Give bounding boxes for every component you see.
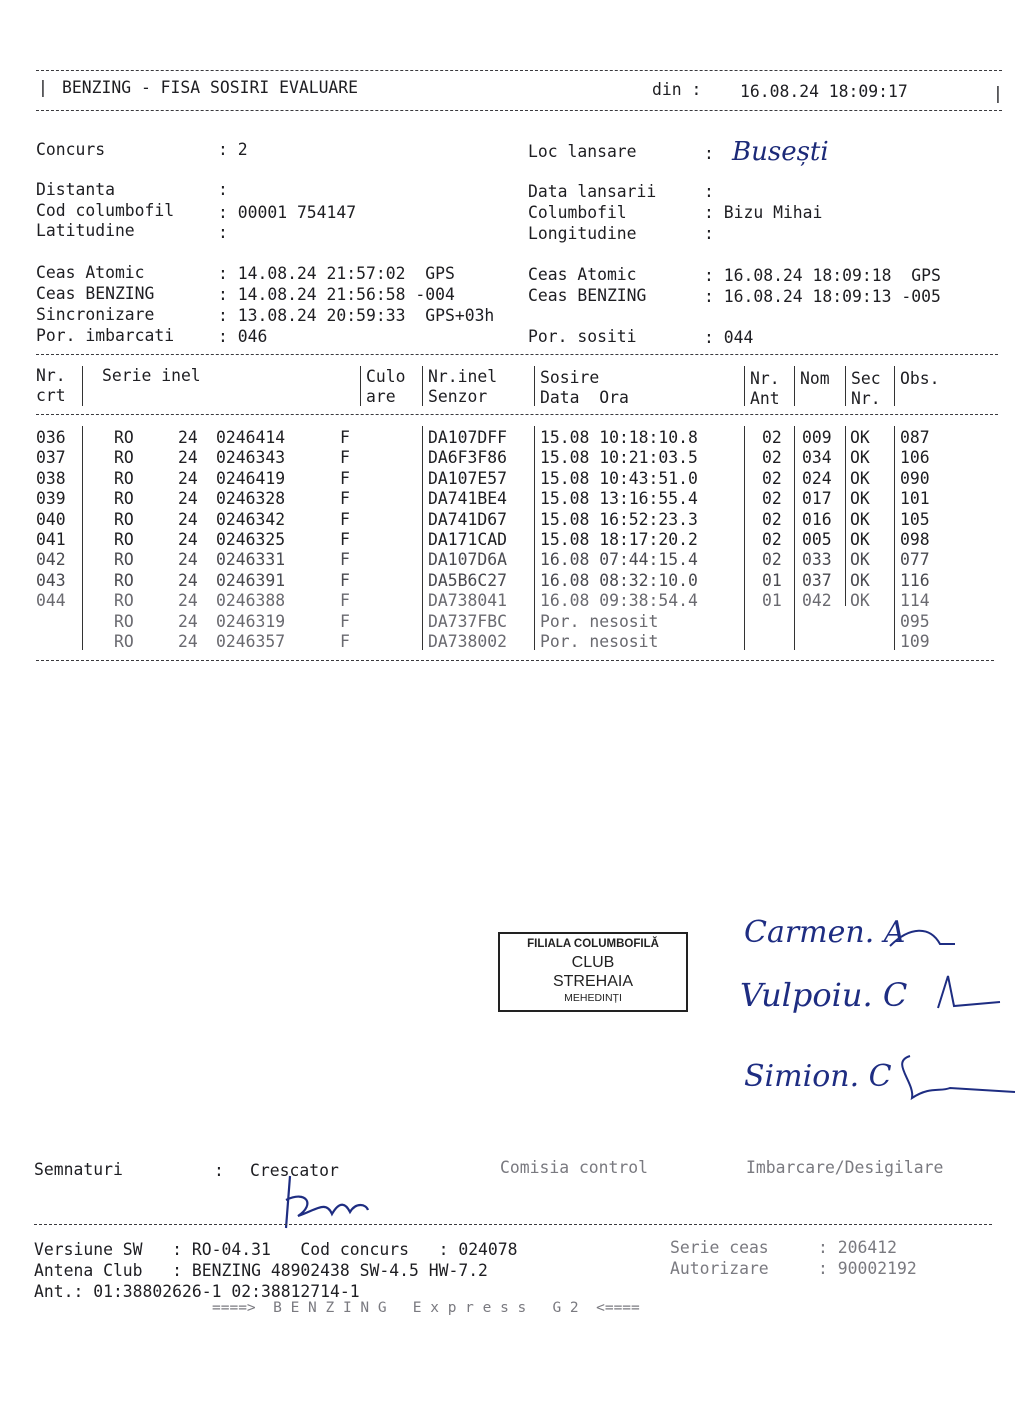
club-stamp bbox=[498, 932, 688, 1012]
table-top-dash-line bbox=[36, 354, 998, 355]
cell-year: 24 bbox=[178, 530, 198, 549]
cell-sensor: DA738002 bbox=[428, 632, 507, 651]
latitudine-value: : bbox=[218, 223, 228, 242]
cell-ring: 0246328 bbox=[216, 489, 286, 509]
cod-columbofil-label: Cod columbofil bbox=[36, 201, 175, 220]
cell-sec: OK bbox=[850, 591, 870, 611]
cell-country: RO bbox=[114, 570, 134, 590]
ceas-benzing-end-label: Ceas BENZING bbox=[528, 286, 647, 305]
header-sec-2: Nr. bbox=[851, 389, 881, 408]
cell-obs: 098 bbox=[900, 530, 930, 549]
header-culoare-2: are bbox=[366, 387, 396, 406]
cell-year: 24 bbox=[178, 632, 198, 651]
body-separator bbox=[422, 426, 423, 650]
header-senzor-1: Nr.inel bbox=[428, 367, 498, 386]
signature-simion-text: Simion. C bbox=[744, 1059, 892, 1094]
cell-sex: F bbox=[340, 530, 350, 549]
cell-year: 24 bbox=[178, 468, 198, 488]
header-crt: crt bbox=[36, 386, 66, 405]
cell-obs: 090 bbox=[900, 468, 930, 488]
handwritten-location-text: Busești bbox=[732, 137, 829, 167]
cell-sex: F bbox=[340, 489, 350, 509]
cell-country: RO bbox=[114, 448, 134, 468]
table-row bbox=[0, 489, 1024, 509]
cell-obs: 114 bbox=[900, 591, 930, 611]
por-imbarcati-value: : 046 bbox=[218, 327, 268, 346]
cell-sensor: DA5B6C27 bbox=[428, 570, 507, 590]
cell-nom: 016 bbox=[802, 509, 832, 529]
ceas-benzing-start-value: : 14.08.24 21:56:58 -004 bbox=[218, 285, 455, 304]
por-sositi-value: : 044 bbox=[704, 328, 754, 347]
cell-obs: 116 bbox=[900, 570, 930, 590]
ceas-atomic-start-label: Ceas Atomic bbox=[36, 263, 145, 282]
cell-ant: 02 bbox=[762, 448, 782, 468]
por-imbarcati-label: Por. imbarcati bbox=[36, 326, 175, 345]
cell-ant: 01 bbox=[762, 591, 782, 611]
table-row bbox=[0, 469, 1024, 489]
cell-arrival: 15.08 10:18:10.8 bbox=[540, 428, 698, 447]
cell-ring: 0246343 bbox=[216, 448, 286, 468]
crescator-label: Crescator bbox=[250, 1161, 339, 1180]
footer-dash-line bbox=[34, 1224, 992, 1225]
latitudine-label: Latitudine bbox=[36, 221, 135, 240]
cell-ant: 02 bbox=[762, 550, 782, 570]
cell-nom: 042 bbox=[802, 591, 832, 611]
cell-sex: F bbox=[340, 550, 350, 570]
table-row bbox=[0, 428, 1024, 448]
cell-sex: F bbox=[340, 428, 350, 447]
header-separator bbox=[894, 366, 895, 406]
cell-year: 24 bbox=[178, 489, 198, 509]
cell-sex: F bbox=[340, 632, 350, 651]
cell-year: 24 bbox=[178, 591, 198, 611]
cell-nr: 041 bbox=[36, 530, 66, 549]
cell-sec: OK bbox=[850, 509, 870, 529]
cell-sec: OK bbox=[850, 550, 870, 570]
cell-sensor: DA738041 bbox=[428, 591, 507, 611]
header-culoare-1: Culo bbox=[366, 367, 406, 386]
cell-nom: 024 bbox=[802, 468, 832, 488]
cell-nr: 043 bbox=[36, 570, 66, 590]
cell-year: 24 bbox=[178, 448, 198, 468]
cell-nr: 040 bbox=[36, 509, 66, 529]
cell-sec: OK bbox=[850, 468, 870, 488]
cell-nr: 042 bbox=[36, 550, 66, 570]
signature-vulpoiu-text: Vulpoiu. C bbox=[740, 976, 908, 1014]
footer-autorizare: Autorizare : 90002192 bbox=[670, 1259, 917, 1278]
cell-sensor: DA171CAD bbox=[428, 530, 507, 549]
header-separator bbox=[794, 366, 795, 406]
signature-vulpoiu bbox=[738, 968, 1008, 1024]
header-sec-1: Sec bbox=[851, 369, 881, 388]
header-nr: Nr. bbox=[36, 366, 66, 385]
signature-carmen-text: Carmen. A bbox=[744, 915, 906, 950]
cell-nr: 037 bbox=[36, 448, 66, 468]
cell-country: RO bbox=[114, 632, 134, 651]
cell-year: 24 bbox=[178, 509, 198, 529]
stamp-line-3: STREHAIA bbox=[552, 972, 633, 990]
cell-arrival: 16.08 09:38:54.4 bbox=[540, 591, 698, 611]
cell-ring: 0246391 bbox=[216, 570, 286, 590]
cell-arrival: 15.08 18:17:20.2 bbox=[540, 530, 698, 549]
cell-arrival: 16.08 07:44:15.4 bbox=[540, 550, 698, 570]
cell-nom: 017 bbox=[802, 489, 832, 509]
cell-sensor: DA741D67 bbox=[428, 509, 507, 529]
cell-nr: 036 bbox=[36, 428, 66, 447]
cell-sec: OK bbox=[850, 448, 870, 468]
footer-antena-line: Antena Club : BENZING 48902438 SW-4.5 HW-7.2 bbox=[34, 1261, 488, 1280]
cell-ant: 02 bbox=[762, 530, 782, 549]
cell-country: RO bbox=[114, 489, 134, 509]
columbofil-value: : Bizu Mihai bbox=[704, 203, 823, 222]
cell-obs: 106 bbox=[900, 448, 930, 468]
header-senzor-2: Senzor bbox=[428, 387, 488, 406]
table-row bbox=[0, 571, 1024, 591]
cell-arrival: 15.08 16:52:23.3 bbox=[540, 509, 698, 529]
cell-arrival: Por. nesosit bbox=[540, 611, 659, 631]
table-row bbox=[0, 591, 1024, 611]
cell-arrival: 15.08 10:21:03.5 bbox=[540, 448, 698, 468]
cell-nr: 044 bbox=[36, 591, 66, 611]
body-separator bbox=[744, 426, 745, 650]
table-bottom-dash-line bbox=[36, 660, 994, 661]
cell-year: 24 bbox=[178, 611, 198, 631]
cell-sec: OK bbox=[850, 530, 870, 549]
cell-nom: 009 bbox=[802, 428, 832, 447]
header-sosire-2: Data Ora bbox=[540, 388, 629, 407]
cell-obs: 095 bbox=[900, 611, 930, 631]
cell-country: RO bbox=[114, 591, 134, 611]
ceas-atomic-end-value: : 16.08.24 18:09:18 GPS bbox=[704, 266, 941, 285]
longitudine-label: Longitudine bbox=[528, 224, 637, 243]
cell-year: 24 bbox=[178, 550, 198, 570]
cell-sex: F bbox=[340, 570, 350, 590]
handwritten-location bbox=[730, 130, 860, 170]
data-lansarii-value: : bbox=[704, 182, 714, 201]
table-row bbox=[0, 550, 1024, 570]
cell-obs: 105 bbox=[900, 509, 930, 529]
stamp-line-2: CLUB bbox=[571, 953, 615, 971]
header-separator bbox=[422, 366, 423, 406]
cell-ring: 0246331 bbox=[216, 550, 286, 570]
header-separator bbox=[534, 366, 535, 406]
signature-crescator bbox=[276, 1170, 376, 1236]
table-row bbox=[0, 632, 1024, 652]
header-date-value: 16.08.24 18:09:17 bbox=[740, 82, 908, 101]
footer-serie-ceas: Serie ceas : 206412 bbox=[670, 1238, 897, 1257]
ceas-atomic-start-value: : 14.08.24 21:57:02 GPS bbox=[218, 264, 455, 283]
body-separator bbox=[534, 426, 535, 650]
cell-ring: 0246342 bbox=[216, 509, 286, 529]
cell-ant: 02 bbox=[762, 468, 782, 488]
cell-country: RO bbox=[114, 509, 134, 529]
cell-ring: 0246319 bbox=[216, 611, 286, 631]
cell-obs: 077 bbox=[900, 550, 930, 570]
sincronizare-label: Sincronizare bbox=[36, 305, 155, 324]
concurs-label: Concurs bbox=[36, 140, 106, 159]
body-separator bbox=[82, 426, 83, 650]
header-separator bbox=[360, 366, 361, 406]
header-bottom-dash-line bbox=[36, 110, 1002, 111]
table-row bbox=[0, 448, 1024, 468]
cell-year: 24 bbox=[178, 428, 198, 447]
cell-country: RO bbox=[114, 468, 134, 488]
longitudine-value: : bbox=[704, 224, 714, 243]
ceas-benzing-start-label: Ceas BENZING bbox=[36, 284, 155, 303]
header-separator bbox=[845, 366, 846, 406]
document-title: BENZING - FISA SOSIRI EVALUARE bbox=[62, 78, 359, 97]
columbofil-label: Columbofil bbox=[528, 203, 627, 222]
cell-nom: 005 bbox=[802, 530, 832, 549]
cell-ant: 02 bbox=[762, 509, 782, 529]
cell-ring: 0246414 bbox=[216, 428, 286, 447]
header-sosire-1: Sosire bbox=[540, 368, 600, 387]
cell-sex: F bbox=[340, 448, 350, 468]
header-nom: Nom bbox=[800, 369, 830, 388]
cell-sensor: DA737FBC bbox=[428, 611, 507, 631]
data-lansarii-label: Data lansarii bbox=[528, 182, 657, 201]
cell-country: RO bbox=[114, 530, 134, 549]
semnaturi-label: Semnaturi bbox=[34, 1160, 123, 1179]
semnaturi-colon: : bbox=[214, 1161, 224, 1180]
cell-sensor: DA107DFF bbox=[428, 428, 507, 447]
footer-versiune-line: Versiune SW : RO-04.31 Cod concurs : 024078 bbox=[34, 1240, 518, 1259]
cell-sex: F bbox=[340, 611, 350, 631]
cell-country: RO bbox=[114, 611, 134, 631]
por-sositi-label: Por. sositi bbox=[528, 327, 637, 346]
cell-year: 24 bbox=[178, 570, 198, 590]
cell-nr: 039 bbox=[36, 489, 66, 509]
cell-ant: 02 bbox=[762, 428, 782, 447]
body-separator bbox=[894, 426, 895, 650]
cell-sec: OK bbox=[850, 570, 870, 590]
signature-simion bbox=[740, 1042, 1020, 1108]
cell-ant: 02 bbox=[762, 489, 782, 509]
body-separator bbox=[794, 426, 795, 650]
cell-sensor: DA107E57 bbox=[428, 468, 507, 488]
cell-sec: OK bbox=[850, 489, 870, 509]
cell-obs: 109 bbox=[900, 632, 930, 651]
distanta-value: : bbox=[218, 180, 228, 199]
table-row bbox=[0, 530, 1024, 550]
cell-country: RO bbox=[114, 428, 134, 447]
body-separator bbox=[845, 426, 846, 606]
signature-carmen bbox=[740, 906, 970, 956]
footer-benzing-express: ====> B E N Z I N G E x p r e s s G 2 <==== bbox=[212, 1300, 640, 1316]
cell-obs: 087 bbox=[900, 428, 930, 447]
cell-sec: OK bbox=[850, 428, 870, 447]
header-obs: Obs. bbox=[900, 369, 940, 388]
cell-sex: F bbox=[340, 509, 350, 529]
cell-nom: 033 bbox=[802, 550, 832, 570]
cell-nom: 034 bbox=[802, 448, 832, 468]
header-date-label: din : bbox=[652, 80, 702, 99]
stamp-line-4: MEHEDINȚI bbox=[564, 991, 622, 1004]
stamp-line-1: FILIALA COLUMBOFILĂ bbox=[527, 938, 659, 950]
concurs-value: : 2 bbox=[218, 140, 248, 159]
footer-antena-ids: Ant.: 01:38802626-1 02:38812714-1 bbox=[34, 1282, 360, 1301]
ceas-atomic-end-label: Ceas Atomic bbox=[528, 265, 637, 284]
cell-nr: 038 bbox=[36, 468, 66, 488]
cell-sex: F bbox=[340, 591, 350, 611]
header-separator bbox=[744, 366, 745, 406]
cell-sensor: DA6F3F86 bbox=[428, 448, 507, 468]
cell-ring: 0246388 bbox=[216, 591, 286, 611]
sincronizare-value: : 13.08.24 20:59:33 GPS+03h bbox=[218, 306, 495, 325]
cod-columbofil-value: : 00001 754147 bbox=[218, 203, 357, 222]
cell-sensor: DA107D6A bbox=[428, 550, 507, 570]
header-pipe-left: | bbox=[38, 78, 48, 97]
cell-ring: 0246419 bbox=[216, 468, 286, 488]
imbarcare-desigilare-label: Imbarcare/Desigilare bbox=[746, 1158, 944, 1177]
loc-lansare-label: Loc lansare bbox=[528, 142, 637, 161]
cell-sex: F bbox=[340, 468, 350, 488]
cell-sensor: DA741BE4 bbox=[428, 489, 507, 509]
table-header-dash-line bbox=[36, 414, 998, 415]
top-dash-line bbox=[36, 70, 1002, 71]
cell-arrival: 15.08 13:16:55.4 bbox=[540, 489, 698, 509]
cell-country: RO bbox=[114, 550, 134, 570]
distanta-label: Distanta bbox=[36, 180, 115, 199]
cell-ring: 0246325 bbox=[216, 530, 286, 549]
cell-arrival: Por. nesosit bbox=[540, 632, 659, 651]
header-antena-2: Ant bbox=[750, 389, 780, 408]
cell-ant: 01 bbox=[762, 570, 782, 590]
cell-arrival: 15.08 10:43:51.0 bbox=[540, 468, 698, 488]
header-serie-inel: Serie inel bbox=[102, 366, 201, 385]
loc-lansare-value: : bbox=[704, 144, 714, 163]
cell-nom: 037 bbox=[802, 570, 832, 590]
table-row bbox=[0, 612, 1024, 632]
cell-ring: 0246357 bbox=[216, 632, 286, 651]
ceas-benzing-end-value: : 16.08.24 18:09:13 -005 bbox=[704, 287, 941, 306]
cell-obs: 101 bbox=[900, 489, 930, 509]
comisia-control-label: Comisia control bbox=[500, 1158, 649, 1177]
cell-arrival: 16.08 08:32:10.0 bbox=[540, 570, 698, 590]
header-antena-1: Nr. bbox=[750, 369, 780, 388]
header-pipe-right: | bbox=[993, 84, 1003, 103]
table-row bbox=[0, 510, 1024, 530]
header-separator bbox=[82, 366, 83, 406]
